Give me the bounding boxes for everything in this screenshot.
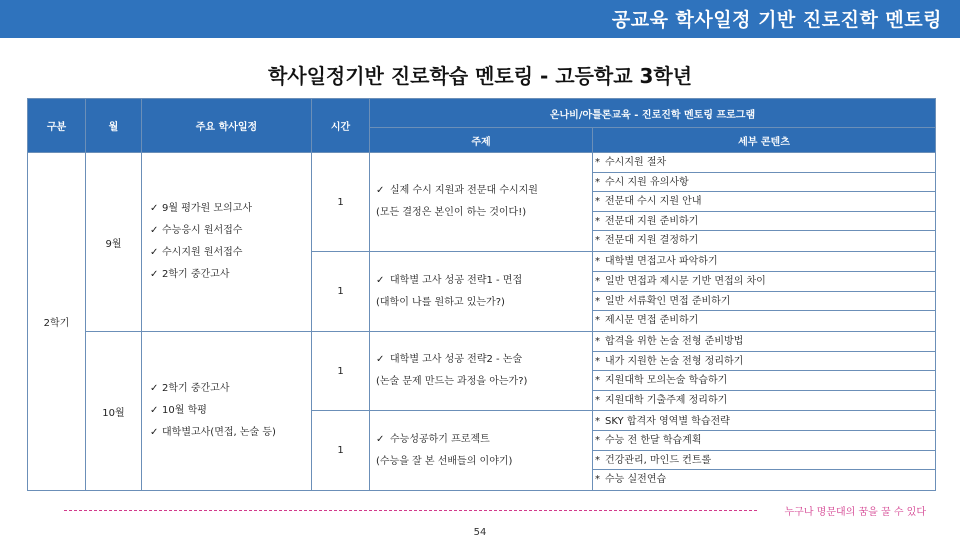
schedule-table-wrapper — [27, 98, 935, 491]
time-cell: 1 — [312, 411, 370, 491]
detail-item: * 지원대학 모의논술 학습하기 — [593, 371, 935, 391]
checkmark-icon: ✓ — [376, 433, 385, 445]
checkmark-icon: ✓ — [376, 354, 385, 366]
theme-title: 대학별 고사 성공 전략2 - 논술 — [390, 354, 523, 366]
detail-item: * 전문대 지원 결정하기 — [593, 231, 935, 251]
header-time: 시간 — [312, 99, 370, 153]
theme-title: 실제 수시 지원과 전문대 수시지원 — [390, 185, 538, 196]
header-theme: 주제 — [370, 128, 593, 153]
page-number: 54 — [473, 527, 487, 538]
detail-item: * 일반 면접과 제시문 기반 면접의 차이 — [593, 272, 935, 292]
header-month: 월 — [86, 99, 142, 153]
header-division: 구분 — [28, 99, 86, 153]
asterisk-icon: * — [595, 176, 600, 188]
checkmark-icon: ✓ — [150, 203, 159, 214]
checkmark-icon: ✓ — [150, 247, 159, 258]
schedule-item: ✓ 대학별고사(면접, 논술 등) — [150, 422, 311, 444]
schedule-item: ✓ 2학기 중간고사 — [150, 378, 311, 400]
theme-subtitle: (대학이 나를 원하고 있는가?) — [376, 296, 505, 308]
details-cell — [593, 153, 936, 252]
detail-item: * 지원대학 기출주제 정리하기 — [593, 391, 935, 411]
detail-item: * 전문대 수시 지원 안내 — [593, 192, 935, 212]
asterisk-icon: * — [595, 355, 600, 367]
asterisk-icon: * — [595, 394, 600, 406]
detail-item: * 내가 지원한 논술 전형 정리하기 — [593, 352, 935, 372]
month-cell-oct: 10월 — [86, 332, 142, 491]
detail-item: * 수능 실전연습 — [593, 470, 935, 490]
detail-item: * 수능 전 한달 학습계획 — [593, 431, 935, 451]
asterisk-icon: * — [595, 215, 600, 227]
page-title: 학사일정기반 진로학습 멘토링 - 고등학교 3학년 — [267, 64, 693, 88]
theme-cell — [370, 332, 593, 411]
time-cell: 1 — [312, 332, 370, 411]
schedule-item: ✓ 수능응시 원서접수 — [150, 220, 311, 242]
detail-item: * 수시지원 절차 — [593, 153, 935, 173]
theme-cell — [370, 153, 593, 252]
asterisk-icon: * — [595, 275, 600, 287]
asterisk-icon: * — [595, 375, 600, 387]
top-banner — [0, 0, 960, 38]
detail-item: * 전문대 지원 준비하기 — [593, 212, 935, 232]
time-cell: 1 — [312, 252, 370, 332]
detail-item: * 건강관리, 마인드 컨트롤 — [593, 451, 935, 471]
header-details: 세부 콘텐츠 — [593, 128, 936, 153]
asterisk-icon: * — [595, 256, 600, 268]
checkmark-icon: ✓ — [150, 383, 159, 395]
detail-item: * 합격을 위한 논술 전형 준비방법 — [593, 332, 935, 352]
checkmark-icon: ✓ — [150, 269, 159, 280]
schedule-cell-oct — [142, 332, 312, 491]
asterisk-icon: * — [595, 454, 600, 466]
asterisk-icon: * — [595, 196, 600, 208]
schedule-item: ✓ 2학기 중간고사 — [150, 264, 311, 286]
asterisk-icon: * — [595, 415, 600, 427]
detail-item: * 대학별 면접고사 파악하기 — [593, 252, 935, 272]
checkmark-icon: ✓ — [376, 274, 385, 286]
asterisk-icon: * — [595, 235, 600, 247]
footer-divider — [64, 510, 757, 511]
checkmark-icon: ✓ — [150, 427, 159, 439]
checkmark-icon: ✓ — [150, 225, 159, 236]
semester-cell: 2학기 — [28, 153, 86, 491]
asterisk-icon: * — [595, 336, 600, 347]
theme-cell — [370, 411, 593, 491]
header-program: 온나비/아틀론교육 - 진로진학 멘토링 프로그램 — [370, 99, 936, 128]
month-cell-sep: 9월 — [86, 153, 142, 332]
asterisk-icon: * — [595, 435, 600, 447]
details-cell — [593, 252, 936, 332]
header-schedule: 주요 학사일정 — [142, 99, 312, 153]
theme-subtitle: (논술 문제 만드는 과정을 아는가?) — [376, 376, 528, 388]
detail-item: * 일반 서류확인 면접 준비하기 — [593, 292, 935, 312]
time-cell: 1 — [312, 153, 370, 252]
checkmark-icon: ✓ — [150, 405, 159, 417]
schedule-item: ✓ 10월 학평 — [150, 400, 311, 422]
detail-item: * 제시문 면접 준비하기 — [593, 311, 935, 331]
detail-item: * SKY 합격자 영역별 학습전략 — [593, 412, 935, 432]
theme-title: 수능성공하기 프로젝트 — [390, 433, 490, 445]
theme-cell — [370, 252, 593, 332]
schedule-item: ✓ 수시지원 원서접수 — [150, 242, 311, 264]
detail-item: * 수시 지원 유의사항 — [593, 173, 935, 193]
footer-slogan: 누구나 명문대의 꿈을 꿀 수 있다 — [784, 507, 926, 518]
theme-subtitle: (수능을 잘 본 선배들의 이야기) — [376, 455, 513, 467]
asterisk-icon: * — [595, 157, 600, 169]
asterisk-icon: * — [595, 295, 600, 307]
asterisk-icon: * — [595, 474, 600, 486]
schedule-item: ✓ 9월 평가원 모의고사 — [150, 198, 311, 220]
details-cell — [593, 411, 936, 491]
schedule-cell-sep — [142, 153, 312, 332]
theme-title: 대학별 고사 성공 전략1 - 면접 — [390, 274, 523, 286]
schedule-table — [27, 98, 936, 491]
banner-title: 공교육 학사일정 기반 진로진학 멘토링 — [611, 9, 942, 31]
schedule-list-oct — [142, 378, 311, 444]
checkmark-icon: ✓ — [376, 185, 385, 196]
details-cell — [593, 332, 936, 411]
schedule-list-sep — [142, 198, 311, 286]
theme-subtitle: (모든 결정은 본인이 하는 것이다!) — [376, 207, 527, 218]
asterisk-icon: * — [595, 315, 600, 327]
